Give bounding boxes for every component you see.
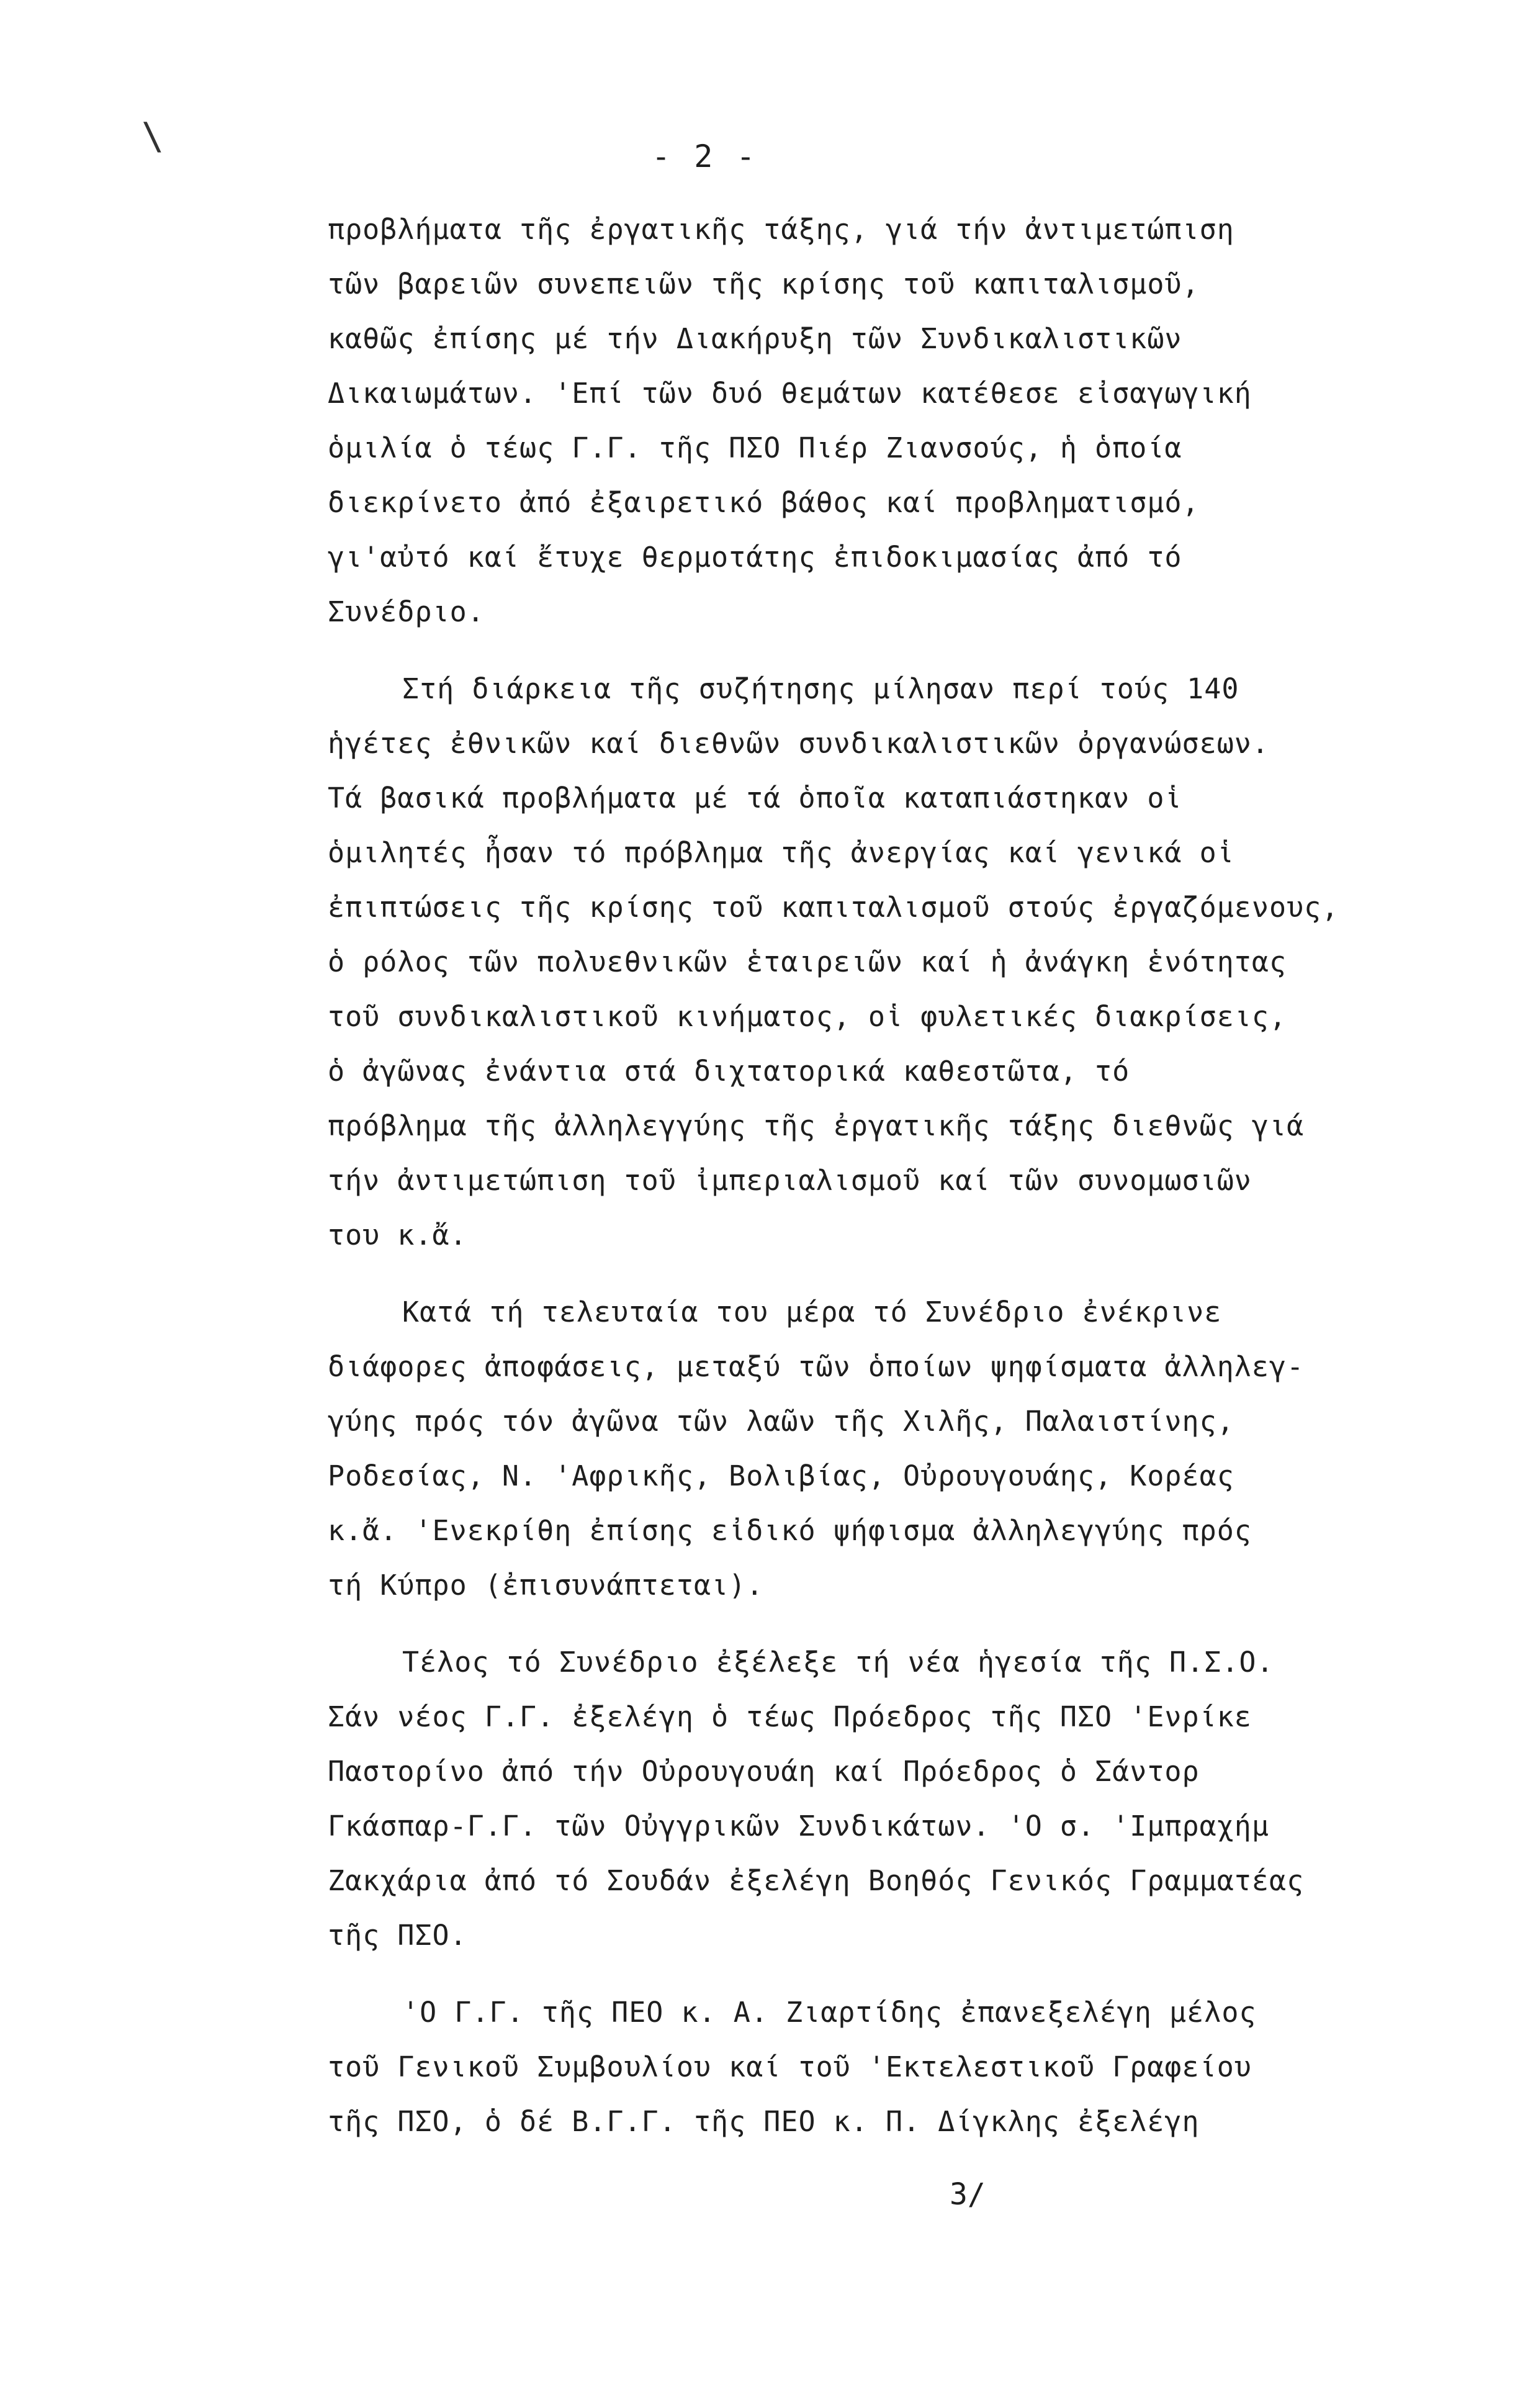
text-line: ὁμιλητές ἦσαν τό πρόβλημα τῆς ἀνεργίας καί γενικά οἱ (328, 836, 1234, 869)
text-line: γι'αὐτό καί ἔτυχε θερμοτάτης ἐπιδοκιμασίας ἀπό τό (328, 541, 1182, 574)
text-line: Γκάσπαρ-Γ.Γ. τῶν Οὐγγρικῶν Συνδικάτων. 'Ο σ. 'Ιμπραχήμ (328, 1810, 1269, 1842)
paragraph-5 (328, 1985, 1420, 2149)
text-line: Συνέδριο. (328, 595, 485, 628)
paragraph-3 (328, 1285, 1420, 1613)
text-line: κ.ἄ. 'Ενεκρίθη ἐπίσης εἰδικό ψήφισμα ἀλληλεγγύης πρός (328, 1514, 1252, 1547)
text-line: Παστορίνο ἀπό τήν Οὐρουγουάη καί Πρόεδρος ὁ Σάντορ (328, 1755, 1200, 1788)
text-line: Ζακχάρια ἀπό τό Σουδάν ἐξελέγη Βοηθός Γενικός Γραμματέας (328, 1864, 1305, 1897)
paragraph-2 (328, 662, 1420, 1263)
text-line: τήν ἀντιμετώπιση τοῦ ἰμπεριαλισμοῦ καί τῶν συνομωσιῶν (328, 1164, 1252, 1197)
text-line: διάφορες ἀποφάσεις, μεταξύ τῶν ὁποίων ψηφίσματα ἀλληλεγ- (328, 1350, 1305, 1383)
text-line: διεκρίνετο ἀπό ἐξαιρετικό βάθος καί προβληματισμό, (328, 486, 1200, 519)
text-line: Ροδεσίας, Ν. 'Αφρικῆς, Βολιβίας, Οὐρουγουάης, Κορέας (328, 1459, 1234, 1492)
text-line: τοῦ Γενικοῦ Συμβουλίου καί τοῦ 'Εκτελεστικοῦ Γραφείου (328, 2050, 1252, 2083)
text-line: τῶν βαρειῶν συνεπειῶν τῆς κρίσης τοῦ καπιταλισμοῦ, (328, 268, 1200, 300)
text-line: ὁ ρόλος τῶν πολυεθνικῶν ἑταιρειῶν καί ἡ ἀνάγκη ἑνότητας (328, 945, 1287, 978)
text-line: Σάν νέος Γ.Γ. ἐξελέγη ὁ τέως Πρόεδρος τῆς ΠΣΟ 'Ενρίκε (328, 1700, 1252, 1733)
text-line: ὁμιλία ὁ τέως Γ.Γ. τῆς ΠΣΟ Πιέρ Ζιανσούς, ἡ ὁποία (328, 431, 1182, 464)
text-line: καθῶς ἐπίσης μέ τήν Διακήρυξη τῶν Συνδικαλιστικῶν (328, 322, 1182, 355)
text-line: ὁ ἀγῶνας ἐνάντια στά διχτατορικά καθεστῶτα, τό (328, 1055, 1130, 1088)
text-line: Στή διάρκεια τῆς συζήτησης μίλησαν περί τούς 140 (402, 672, 1239, 705)
paragraph-1 (328, 202, 1420, 639)
text-line: ἐπιπτώσεις τῆς κρίσης τοῦ καπιταλισμοῦ στούς ἐργαζόμενους, (328, 891, 1339, 924)
corner-mark: \ (142, 115, 164, 158)
document-body (328, 202, 1420, 2149)
text-line: πρόβλημα τῆς ἀλληλεγγύης τῆς ἐργατικῆς τάξης διεθνῶς γιά (328, 1109, 1305, 1142)
text-line: του κ.ἄ. (328, 1219, 467, 1251)
text-line: τῆς ΠΣΟ. (328, 1919, 467, 1952)
text-line: 'Ο Γ.Γ. τῆς ΠΕΟ κ. Α. Ζιαρτίδης ἐπανεξελέγη μέλος (402, 1996, 1257, 2029)
page-number: - 2 - (652, 138, 758, 174)
text-line: τή Κύπρο (ἐπισυνάπτεται). (328, 1569, 764, 1602)
text-line: Τά βασικά προβλήματα μέ τά ὁποῖα καταπιάστηκαν οἱ (328, 782, 1182, 814)
continuation-marker: 3/ (950, 2177, 986, 2212)
text-line: Τέλος τό Συνέδριο ἐξέλεξε τή νέα ἡγεσία τῆς Π.Σ.Ο. (402, 1646, 1274, 1679)
text-line: ἡγέτες ἐθνικῶν καί διεθνῶν συνδικαλιστικῶν ὀργανώσεων. (328, 727, 1269, 760)
text-line: προβλήματα τῆς ἐργατικῆς τάξης, γιά τήν ἀντιμετώπιση (328, 213, 1234, 246)
text-line: τοῦ συνδικαλιστικοῦ κινήματος, οἱ φυλετικές διακρίσεις, (328, 1000, 1287, 1033)
paragraph-4 (328, 1635, 1420, 1963)
text-line: Κατά τή τελευταία του μέρα τό Συνέδριο ἐνέκρινε (402, 1296, 1222, 1328)
text-line: γύης πρός τόν ἀγῶνα τῶν λαῶν τῆς Χιλῆς, Παλαιστίνης, (328, 1405, 1234, 1438)
text-line: τῆς ΠΣΟ, ὁ δέ Β.Γ.Γ. τῆς ΠΕΟ κ. Π. Δίγκλης ἐξελέγη (328, 2105, 1200, 2138)
text-line: Δικαιωμάτων. 'Επί τῶν δυό θεμάτων κατέθεσε εἰσαγωγική (328, 377, 1252, 410)
